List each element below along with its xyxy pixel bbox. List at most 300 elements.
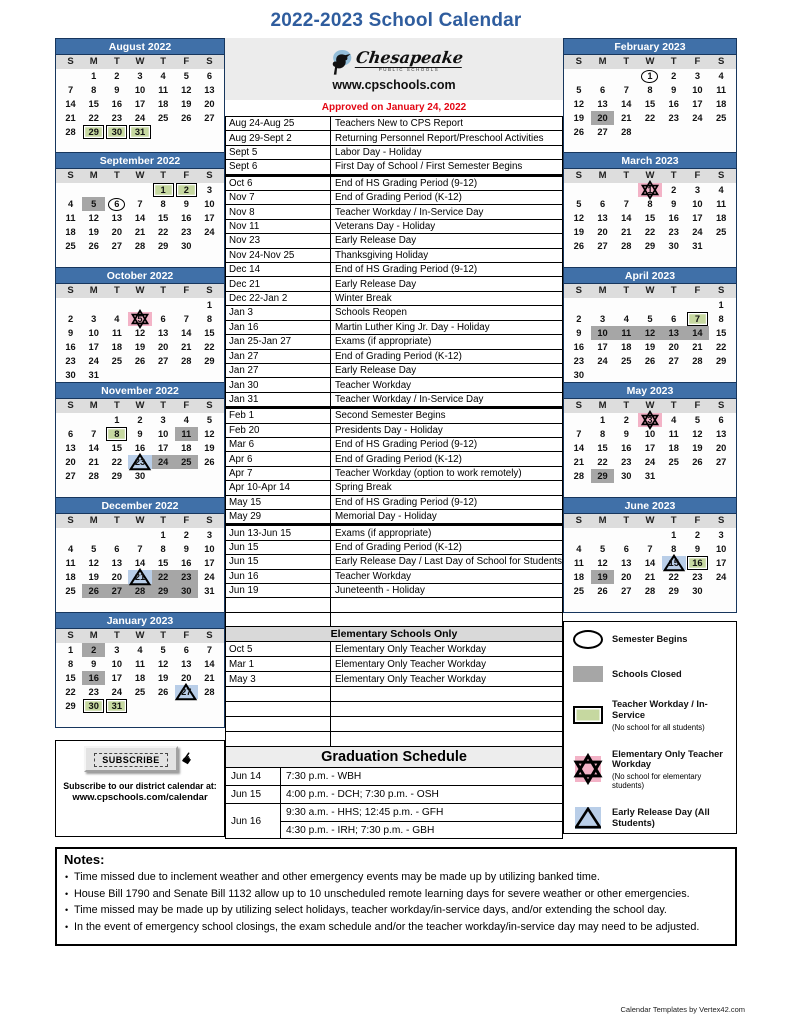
calendar-day: 19 bbox=[88, 572, 99, 582]
weekday-label: T bbox=[160, 56, 167, 67]
empty-day-cell bbox=[105, 298, 128, 312]
event-description: Teacher Workday (option to work remotely) bbox=[335, 467, 522, 479]
weekday-row bbox=[56, 284, 224, 298]
calendar-day: 21 bbox=[621, 113, 632, 123]
event-row bbox=[226, 423, 562, 437]
events-table bbox=[225, 116, 563, 627]
event-date: Aug 24-Aug 25 bbox=[226, 117, 331, 130]
calendar-day: 10 bbox=[88, 328, 99, 338]
calendar-day: 2 bbox=[176, 183, 197, 197]
calendar-day: 15 bbox=[662, 556, 686, 570]
event-date: Jan 30 bbox=[226, 378, 331, 391]
calendar-day: 17 bbox=[204, 558, 215, 568]
weekday-label: T bbox=[113, 515, 120, 526]
weekday-label: S bbox=[206, 400, 213, 411]
calendar-day: 19 bbox=[644, 342, 656, 352]
calendar-day: 23 bbox=[573, 356, 585, 366]
weekday-label: T bbox=[623, 515, 630, 526]
calendar-day: 11 bbox=[573, 558, 584, 568]
district-logo-box bbox=[225, 38, 563, 100]
calendar-day: 4 bbox=[67, 544, 74, 554]
calendar-day: 1 bbox=[114, 415, 120, 425]
elementary-star-icon bbox=[575, 756, 601, 782]
calendar-day: 27 bbox=[597, 127, 608, 137]
event-row bbox=[226, 233, 562, 247]
empty-day-cell bbox=[567, 528, 591, 542]
weekday-label: F bbox=[183, 56, 190, 67]
calendar-day: 28 bbox=[88, 471, 99, 481]
calendar-day: 20 bbox=[181, 673, 192, 683]
calendar-day: 10 bbox=[692, 199, 703, 209]
event-date: Apr 10-Apr 14 bbox=[226, 481, 331, 494]
calendar-day: 28 bbox=[181, 356, 192, 366]
calendar-day: 4 bbox=[671, 415, 677, 425]
calendar-day: 6 bbox=[105, 197, 128, 211]
calendar-day: 31 bbox=[88, 370, 99, 380]
calendar-day: 19 bbox=[204, 443, 215, 453]
event-date: Jun 15 bbox=[226, 541, 331, 554]
calendar-day: 21 bbox=[573, 457, 585, 467]
calendar-day: 17 bbox=[692, 213, 703, 223]
weekday-label: S bbox=[575, 515, 583, 526]
calendar-day: 26 bbox=[134, 356, 146, 366]
calendar-day: 28 bbox=[204, 687, 215, 697]
calendar-day: 28 bbox=[134, 241, 146, 251]
weekday-label: M bbox=[89, 630, 98, 641]
calendar-day: 27 bbox=[621, 586, 632, 596]
calendar-day: 9 bbox=[576, 328, 582, 338]
event-row bbox=[226, 349, 562, 363]
weekday-label: S bbox=[717, 515, 725, 526]
calendar-day: 11 bbox=[716, 85, 727, 95]
calendar-day: 30 bbox=[692, 586, 703, 596]
calendar-day: 14 bbox=[88, 443, 99, 453]
calendar-day: 6 bbox=[67, 429, 74, 439]
weekday-label: S bbox=[717, 285, 725, 296]
weekday-label: M bbox=[89, 515, 98, 526]
weekday-label: S bbox=[67, 400, 74, 411]
calendar-day: 23 bbox=[111, 113, 123, 123]
weekday-label: T bbox=[113, 170, 120, 181]
calendar-day: 10 bbox=[692, 85, 703, 95]
event-description: Early Release Day / Last Day of School for Students bbox=[335, 556, 562, 568]
note-item: • Time missed may be made up by utilizing select holidays, teacher workday/in-service days, and/or extending the school day. bbox=[64, 902, 726, 919]
weekday-label: F bbox=[183, 400, 190, 411]
weekday-label: F bbox=[694, 515, 701, 526]
weekday-label: S bbox=[717, 56, 725, 67]
calendar-day: 18 bbox=[715, 213, 727, 223]
calendar-day: 3 bbox=[91, 314, 97, 324]
note-item: • House Bill 1790 and Senate Bill 1132 allow up to 10 unscheduled remote learning days for severe weather or other emergencies. bbox=[64, 886, 726, 903]
calendar-day: 5 bbox=[576, 199, 582, 209]
calendar-day: 4 bbox=[137, 645, 143, 655]
event-description: Memorial Day - Holiday bbox=[335, 511, 437, 523]
calendar-day: 1 bbox=[599, 415, 606, 425]
weekday-label: M bbox=[89, 400, 98, 411]
graduation-times bbox=[281, 804, 562, 838]
calendar-day: 22 bbox=[668, 572, 679, 582]
calendar-day: 18 bbox=[157, 99, 169, 109]
teacher-workday-swatch-icon bbox=[573, 706, 603, 724]
event-date: Nov 8 bbox=[226, 205, 331, 218]
calendar-day: 4 bbox=[718, 185, 724, 195]
calendar-day: 11 bbox=[668, 429, 679, 439]
elementary-event-row bbox=[226, 716, 562, 731]
empty-day-cell bbox=[662, 298, 686, 312]
calendar-day: 30 bbox=[106, 125, 127, 139]
calendar-day: 25 bbox=[157, 113, 169, 123]
empty-day-cell bbox=[128, 528, 151, 542]
calendar-day: 24 bbox=[88, 356, 99, 366]
event-date: May 3 bbox=[226, 672, 331, 686]
calendar-day: 26 bbox=[692, 457, 703, 467]
calendar-day: 10 bbox=[204, 544, 215, 554]
graduation-date: Jun 14 bbox=[226, 768, 281, 785]
event-description: Martin Luther King Jr. Day - Holiday bbox=[335, 321, 490, 333]
mini-calendar bbox=[563, 268, 737, 383]
empty-day-cell bbox=[567, 183, 591, 197]
empty-day-cell bbox=[152, 298, 175, 312]
calendar-day: 8 bbox=[206, 314, 212, 324]
calendar-day: 4 bbox=[114, 314, 120, 324]
calendar-day: 29 bbox=[591, 469, 615, 483]
event-date: Jun 19 bbox=[226, 584, 331, 597]
event-row bbox=[226, 159, 562, 175]
calendar-day: 11 bbox=[716, 199, 727, 209]
empty-day-cell bbox=[567, 69, 591, 83]
calendar-day: 12 bbox=[181, 85, 192, 95]
event-description: Early Release Day bbox=[335, 235, 417, 247]
graduation-row bbox=[226, 768, 562, 785]
calendar-day: 11 bbox=[111, 328, 122, 338]
subscribe-button[interactable] bbox=[84, 746, 178, 772]
mini-calendar bbox=[55, 153, 225, 268]
calendar-day: 17 bbox=[597, 342, 608, 352]
event-date: Sept 5 bbox=[226, 146, 331, 159]
district-website-link[interactable]: www.cpschools.com bbox=[332, 78, 456, 92]
calendar-day: 8 bbox=[91, 85, 97, 95]
calendar-day: 31 bbox=[129, 125, 150, 139]
district-logo bbox=[326, 46, 463, 76]
event-row bbox=[226, 392, 562, 408]
calendar-day: 11 bbox=[135, 659, 145, 669]
approved-date-text: Approved on January 24, 2022 bbox=[321, 102, 467, 113]
weekday-label: F bbox=[183, 515, 190, 526]
calendar-day: 9 bbox=[91, 659, 97, 669]
weekday-label: T bbox=[623, 170, 630, 181]
calendar-day: 20 bbox=[157, 342, 169, 352]
legend-label: Elementary Only Teacher Workday bbox=[612, 748, 723, 770]
page-title: 2022-2023 School Calendar bbox=[270, 10, 522, 31]
calendar-day: 5 bbox=[647, 314, 653, 324]
calendar-day: 18 bbox=[111, 342, 123, 352]
weekday-row bbox=[564, 55, 736, 69]
calendar-day: 29 bbox=[157, 241, 169, 251]
calendar-day: 7 bbox=[91, 429, 97, 439]
weekday-row bbox=[56, 55, 224, 69]
graduation-table bbox=[226, 768, 562, 838]
calendar-day: 26 bbox=[157, 687, 169, 697]
calendar-day: 6 bbox=[623, 544, 629, 554]
event-row bbox=[226, 145, 562, 159]
weekday-label: W bbox=[645, 400, 655, 411]
weekday-row bbox=[56, 514, 224, 528]
calendar-day: 17 bbox=[111, 673, 123, 683]
calendar-day: 13 bbox=[621, 558, 632, 568]
hand-pointer-icon: ☛ bbox=[177, 748, 200, 770]
calendar-day: 7 bbox=[67, 85, 74, 95]
calendar-day: 14 bbox=[181, 328, 192, 338]
weekday-label: S bbox=[67, 515, 74, 526]
calendar-day: 2 bbox=[67, 314, 74, 324]
event-description: Elementary Only Teacher Workday bbox=[335, 658, 487, 670]
weekday-label: S bbox=[206, 515, 213, 526]
calendar-day: 2 bbox=[623, 415, 629, 425]
event-date: Jan 31 bbox=[226, 393, 331, 406]
calendar-day: 21 bbox=[692, 342, 703, 352]
event-description: Teacher Workday bbox=[335, 570, 412, 582]
mini-calendar bbox=[55, 268, 225, 383]
calendar-day: 29 bbox=[83, 125, 104, 139]
calendar-day: 22 bbox=[644, 113, 656, 123]
event-row bbox=[226, 525, 562, 539]
subscribe-button-label: SUBSCRIBE bbox=[94, 753, 168, 767]
calendar-day: 3 bbox=[599, 314, 606, 324]
calendar-day: 7 bbox=[206, 645, 212, 655]
calendar-day: 29 bbox=[644, 241, 656, 251]
calendar-day: 29 bbox=[152, 584, 175, 598]
calendar-day: 19 bbox=[573, 113, 585, 123]
calendar-day: 2 bbox=[82, 643, 105, 657]
weekday-label: F bbox=[183, 285, 190, 296]
mini-calendar bbox=[563, 383, 737, 498]
event-row bbox=[226, 363, 562, 377]
event-date: Jan 25-Jan 27 bbox=[226, 335, 331, 348]
calendar-day: 13 bbox=[111, 558, 123, 568]
subscribe-text: Subscribe to our district calendar at: bbox=[63, 781, 217, 791]
empty-day-cell bbox=[638, 298, 662, 312]
weekday-label: M bbox=[598, 170, 607, 181]
calendar-day: 30 bbox=[668, 241, 679, 251]
empty-day-cell bbox=[614, 298, 638, 312]
weekday-label: F bbox=[183, 170, 190, 181]
calendar-day: 12 bbox=[573, 99, 585, 109]
calendar-day: 27 bbox=[111, 241, 123, 251]
legend-label: Early Release Day (All Students) bbox=[612, 807, 710, 828]
heron-logo-icon bbox=[326, 46, 352, 76]
graduation-time: 9:30 a.m. - HHS; 12:45 p.m. - GFH bbox=[286, 807, 444, 818]
calendar-day: 30 bbox=[175, 584, 198, 598]
legend-item bbox=[572, 807, 730, 829]
event-description: End of HS Grading Period (9-12) bbox=[335, 496, 478, 508]
legend-circle-icon bbox=[572, 630, 604, 649]
calendar-day: 21 bbox=[181, 342, 192, 352]
calendar-day: 25 bbox=[668, 457, 679, 467]
legend-box bbox=[563, 621, 737, 834]
event-row bbox=[226, 320, 562, 334]
calendar-day: 16 bbox=[134, 443, 146, 453]
calendar-day: 28 bbox=[128, 584, 151, 598]
calendar-day: 31 bbox=[204, 586, 215, 596]
event-date: May 15 bbox=[226, 496, 331, 509]
calendar-day: 19 bbox=[88, 227, 99, 237]
calendar-month-title: October 2022 bbox=[56, 268, 224, 284]
calendar-day: 27 bbox=[597, 241, 608, 251]
calendar-day: 28 bbox=[573, 471, 585, 481]
logo-tagline: PUBLIC SCHOOLS bbox=[378, 67, 440, 73]
calendar-day: 30 bbox=[573, 370, 585, 380]
event-description bbox=[331, 598, 562, 611]
calendar-day: 18 bbox=[65, 227, 76, 237]
empty-day-cell bbox=[567, 298, 591, 312]
calendar-day: 13 bbox=[597, 99, 608, 109]
calendar-day: 17 bbox=[204, 213, 215, 223]
event-date: Nov 11 bbox=[226, 220, 331, 233]
weekday-label: W bbox=[135, 400, 145, 411]
subscribe-link[interactable]: www.cpschools.com/calendar bbox=[72, 792, 208, 803]
weekday-label: S bbox=[575, 285, 583, 296]
weekday-label: S bbox=[206, 630, 213, 641]
calendar-day: 8 bbox=[671, 544, 677, 554]
mini-calendar bbox=[563, 153, 737, 268]
empty-day-cell bbox=[82, 183, 105, 197]
event-description bbox=[331, 717, 562, 731]
calendar-day-grid bbox=[56, 183, 224, 253]
calendar-day: 20 bbox=[111, 227, 123, 237]
empty-day-cell bbox=[59, 298, 82, 312]
calendar-day: 27 bbox=[204, 113, 215, 123]
calendar-day: 9 bbox=[137, 429, 143, 439]
empty-day-cell bbox=[638, 528, 662, 542]
calendar-day-grid bbox=[564, 413, 736, 483]
calendar-day: 26 bbox=[644, 356, 656, 366]
event-description: Winter Break bbox=[335, 293, 392, 305]
weekday-label: M bbox=[89, 285, 98, 296]
legend-text bbox=[612, 669, 682, 680]
calendar-day: 26 bbox=[88, 241, 99, 251]
event-description bbox=[331, 613, 562, 626]
calendar-month-title: May 2023 bbox=[564, 383, 736, 399]
calendar-day: 2 bbox=[114, 71, 120, 81]
graduation-row bbox=[226, 803, 562, 838]
event-date: Mar 6 bbox=[226, 438, 331, 451]
calendar-day: 11 bbox=[614, 326, 638, 340]
calendar-day: 13 bbox=[662, 326, 686, 340]
elementary-event-row bbox=[226, 731, 562, 746]
calendar-day: 22 bbox=[204, 342, 215, 352]
mini-calendar bbox=[55, 498, 225, 613]
calendar-day: 15 bbox=[644, 213, 656, 223]
event-date: Sept 6 bbox=[226, 160, 331, 173]
event-row bbox=[226, 291, 562, 305]
calendar-day: 14 bbox=[621, 99, 632, 109]
calendar-day: 16 bbox=[111, 99, 123, 109]
event-description: Exams (if appropriate) bbox=[335, 527, 432, 539]
calendar-day: 19 bbox=[157, 673, 169, 683]
calendar-day: 21 bbox=[204, 673, 215, 683]
calendar-day: 22 bbox=[111, 457, 123, 467]
weekday-label: S bbox=[575, 170, 583, 181]
weekday-label: T bbox=[160, 630, 167, 641]
calendar-day: 25 bbox=[621, 356, 632, 366]
event-date bbox=[226, 702, 331, 716]
calendar-day: 3 bbox=[160, 415, 166, 425]
weekday-label: F bbox=[694, 400, 701, 411]
calendar-day: 31 bbox=[692, 241, 703, 251]
calendar-day: 19 bbox=[134, 342, 146, 352]
calendar-day: 13 bbox=[181, 659, 192, 669]
graduation-row bbox=[226, 785, 562, 803]
calendar-day: 21 bbox=[644, 572, 656, 582]
calendar-day-grid bbox=[564, 183, 736, 253]
event-row bbox=[226, 509, 562, 525]
event-date bbox=[226, 613, 331, 626]
calendar-day: 18 bbox=[134, 673, 146, 683]
event-description: End of Grading Period (K-12) bbox=[335, 350, 462, 362]
event-date: Jan 3 bbox=[226, 306, 331, 319]
calendar-day: 26 bbox=[181, 113, 192, 123]
legend-green-icon bbox=[572, 706, 604, 724]
calendar-day: 17 bbox=[134, 99, 146, 109]
event-description: Early Release Day bbox=[335, 278, 417, 290]
calendar-day: 20 bbox=[65, 457, 76, 467]
calendar-day: 19 bbox=[692, 443, 703, 453]
event-description: End of HS Grading Period (9-12) bbox=[335, 439, 478, 451]
weekday-label: S bbox=[206, 56, 213, 67]
calendar-day: 30 bbox=[621, 471, 632, 481]
calendar-day: 24 bbox=[692, 227, 703, 237]
legend-text bbox=[612, 807, 730, 828]
calendar-day: 9 bbox=[671, 199, 677, 209]
calendar-day: 22 bbox=[157, 227, 169, 237]
calendar-day: 24 bbox=[204, 227, 215, 237]
calendar-day: 17 bbox=[644, 443, 656, 453]
weekday-label: S bbox=[206, 285, 213, 296]
event-description: Teacher Workday / In-Service Day bbox=[335, 206, 484, 218]
calendar-day: 19 bbox=[181, 99, 192, 109]
weekday-label: M bbox=[598, 56, 607, 67]
legend-sublabel: (No school for elementary students) bbox=[612, 771, 702, 790]
calendar-day: 5 bbox=[206, 415, 212, 425]
calendar-day-grid bbox=[564, 528, 736, 598]
calendar-day: 15 bbox=[204, 328, 215, 338]
calendar-day: 28 bbox=[644, 586, 656, 596]
calendar-day: 7 bbox=[137, 199, 143, 209]
calendar-day: 27 bbox=[105, 584, 128, 598]
empty-day-cell bbox=[59, 183, 82, 197]
empty-day-cell bbox=[175, 298, 198, 312]
calendar-day: 2 bbox=[671, 71, 677, 81]
event-description: Presidents Day - Holiday bbox=[335, 424, 443, 436]
calendar-day: 25 bbox=[175, 455, 198, 469]
calendar-day: 20 bbox=[591, 111, 615, 125]
calendar-day: 24 bbox=[152, 455, 175, 469]
event-description bbox=[331, 732, 562, 746]
event-date: Aug 29-Sept 2 bbox=[226, 131, 331, 144]
calendar-day: 24 bbox=[134, 113, 146, 123]
calendar-day-grid bbox=[56, 643, 224, 713]
legend-triangle-icon bbox=[572, 807, 604, 829]
calendar-day: 7 bbox=[687, 312, 709, 326]
calendar-day: 29 bbox=[668, 586, 679, 596]
calendar-day: 12 bbox=[597, 558, 608, 568]
weekday-label: S bbox=[575, 400, 583, 411]
event-date: Jun 13-Jun 15 bbox=[226, 526, 331, 539]
weekday-label: T bbox=[623, 56, 630, 67]
calendar-day: 26 bbox=[204, 457, 215, 467]
weekday-label: W bbox=[645, 170, 655, 181]
calendar-day: 28 bbox=[692, 356, 703, 366]
